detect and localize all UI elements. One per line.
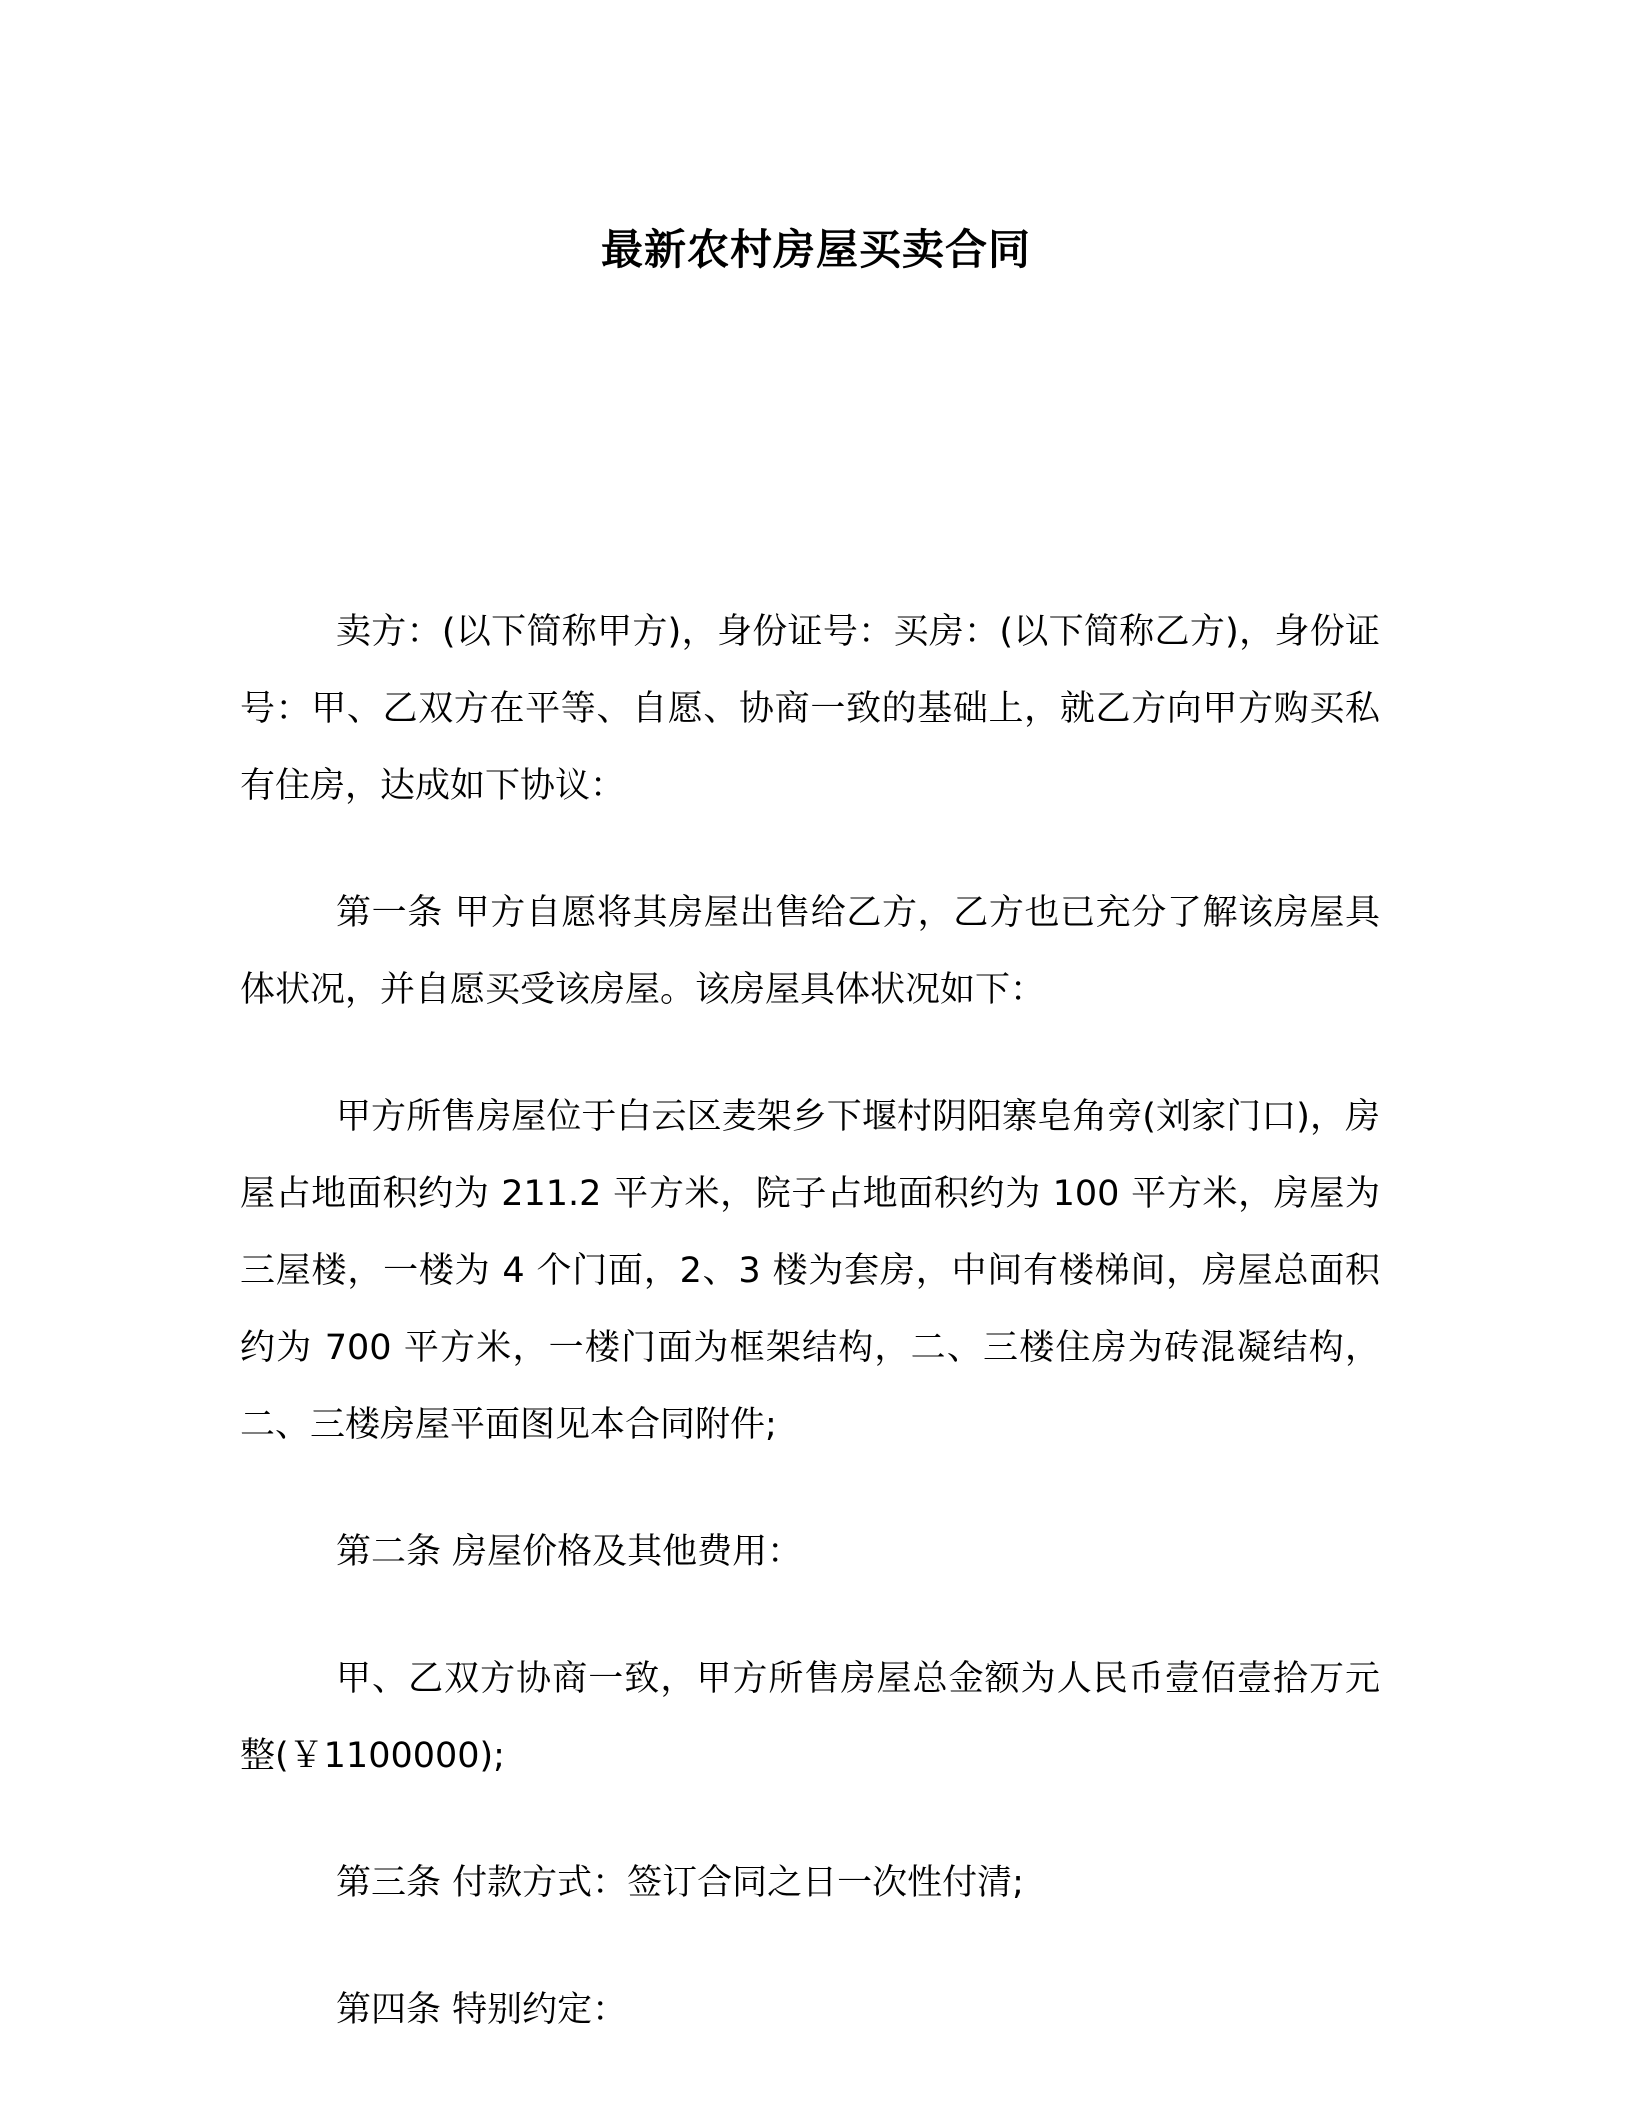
document-title: 最新农村房屋买卖合同 xyxy=(600,225,1031,274)
paragraph-article-1: 第一条 甲方自愿将其房屋出售给乙方，乙方也已充分了解该房屋具体状况，并自愿买受该房屋。该房屋具体状况如下： xyxy=(240,893,1380,1010)
paragraph-article-3: 第三条 付款方式：签订合同之日一次性付清; xyxy=(336,1863,1024,1903)
paragraph-article-2: 第二条 房屋价格及其他费用： xyxy=(336,1532,803,1572)
paragraph-parties: 卖方：(以下简称甲方)，身份证号：买房：(以下简称乙方)，身份证号：甲、乙双方在平等、自愿、协商一致的基础上，就乙方向甲方购买私有住房，达成如下协议： xyxy=(240,612,1380,806)
paragraph-price: 甲、乙双方协商一致，甲方所售房屋总金额为人民币壹佰壹拾万元整(￥1100000); xyxy=(240,1659,1380,1776)
document-body xyxy=(240,594,1380,2099)
paragraph-article-4: 第四条 特别约定： xyxy=(336,1990,628,2030)
paragraph-property-details: 甲方所售房屋位于白云区麦架乡下堰村阴阳寨皂角旁(刘家门口)，房屋占地面积约为 211.2 平方米，院子占地面积约为 100 平方米，房屋为三屋楼，一楼为 4 个门面，2、3 楼为套房，中间有楼梯间，房屋总面积约为 700 平方米，一楼门面为框架结构，二、三楼住房为砖混凝结构，二、三楼房屋平面图见本合同附件; xyxy=(240,1097,1380,1445)
